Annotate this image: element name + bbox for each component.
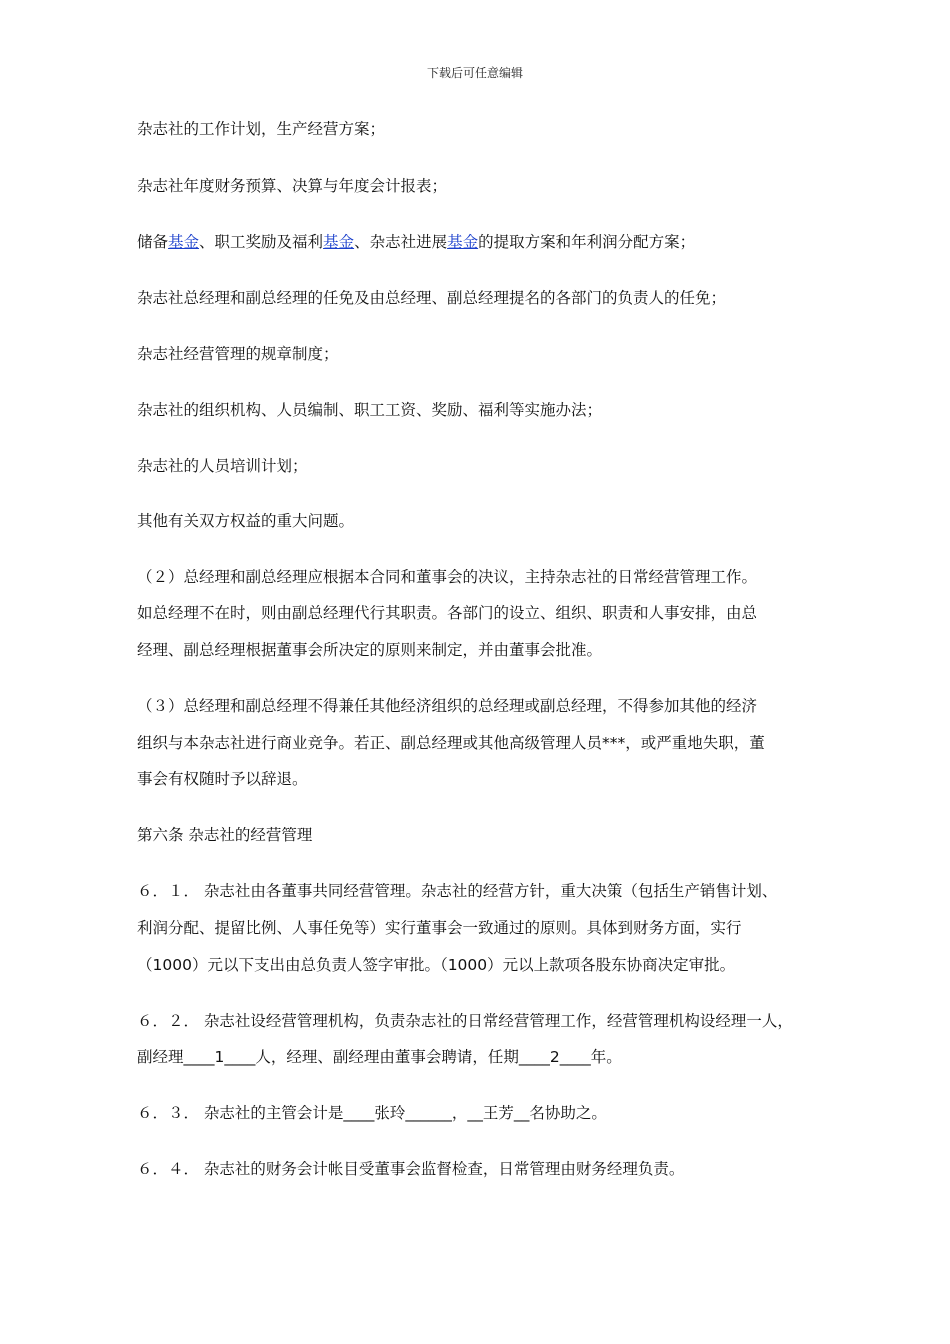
fund-link-2[interactable]: 基金: [323, 233, 355, 251]
fund-text-4: 的提取方案和年利润分配方案；: [478, 233, 696, 251]
section-6-2-line: 副经理____1____人，经理、副经理由董事会聘请，任期____2____年。: [137, 1048, 622, 1066]
section-6-2-line: ６．２． 杂志社设经营管理机构，负责杂志社的日常经营管理工作，经营管理机构设经理一人，: [137, 1012, 793, 1030]
paragraph-3-line: 组织与本杂志社进行商业竞争。若正、副总经理或其他高级管理人员***，或严重地失职，董: [137, 734, 765, 752]
paragraph-2-line: （２）总经理和副总经理应根据本合同和董事会的决议，主持杂志社的日常经营管理工作。: [137, 568, 758, 586]
section-6-3: ６．３． 杂志社的主管会计是____张玲______，__王芳__名协助之。: [137, 1104, 607, 1122]
fund-text-1: 储备: [137, 233, 169, 251]
list-item: 杂志社经营管理的规章制度；: [137, 345, 339, 363]
list-item: 杂志社总经理和副总经理的任免及由总经理、副总经理提名的各部门的负责人的任免；: [137, 289, 727, 307]
section-6-4: ６．４． 杂志社的财务会计帐目受董事会监督检查，日常管理由财务经理负责。: [137, 1160, 685, 1178]
list-item: 杂志社的组织机构、人员编制、职工工资、奖励、福利等实施办法；: [137, 401, 603, 419]
fund-text-3: 、杂志社进展: [354, 233, 448, 251]
article-6-title: 第六条 杂志社的经营管理: [137, 826, 313, 844]
section-6-1-line: （1000）元以下支出由总负责人签字审批。（1000）元以上款项各股东协商决定审批。: [137, 956, 736, 974]
page-header: 下载后可任意编辑: [426, 66, 523, 80]
fund-text-2: 、职工奖励及福利: [199, 233, 324, 251]
paragraph-3-line: 事会有权随时予以辞退。: [137, 770, 308, 788]
section-6-1-line: ６．１． 杂志社由各董事共同经营管理。杂志社的经营方针，重大决策（包括生产销售计划、: [137, 882, 778, 900]
fund-link-3[interactable]: 基金: [447, 233, 479, 251]
paragraph-2-line: 经理、副总经理根据董事会所决定的原则来制定，并由董事会批准。: [137, 641, 603, 659]
list-item: 杂志社年度财务预算、决算与年度会计报表；: [137, 177, 448, 195]
paragraph-2-line: 如总经理不在时，则由副总经理代行其职责。各部门的设立、组织、职责和人事安排，由总: [137, 604, 758, 622]
list-item: 杂志社的人员培训计划；: [137, 457, 308, 475]
list-item: 杂志社的工作计划，生产经营方案；: [137, 120, 386, 138]
paragraph-3-line: （３）总经理和副总经理不得兼任其他经济组织的总经理或副总经理，不得参加其他的经济: [137, 697, 758, 715]
fund-link-1[interactable]: 基金: [168, 233, 200, 251]
fund-distribution-line: [137, 232, 695, 252]
section-6-1-line: 利润分配、提留比例、人事任免等）实行董事会一致通过的原则。具体到财务方面，实行: [137, 919, 742, 937]
list-item: 其他有关双方权益的重大问题。: [137, 512, 355, 530]
